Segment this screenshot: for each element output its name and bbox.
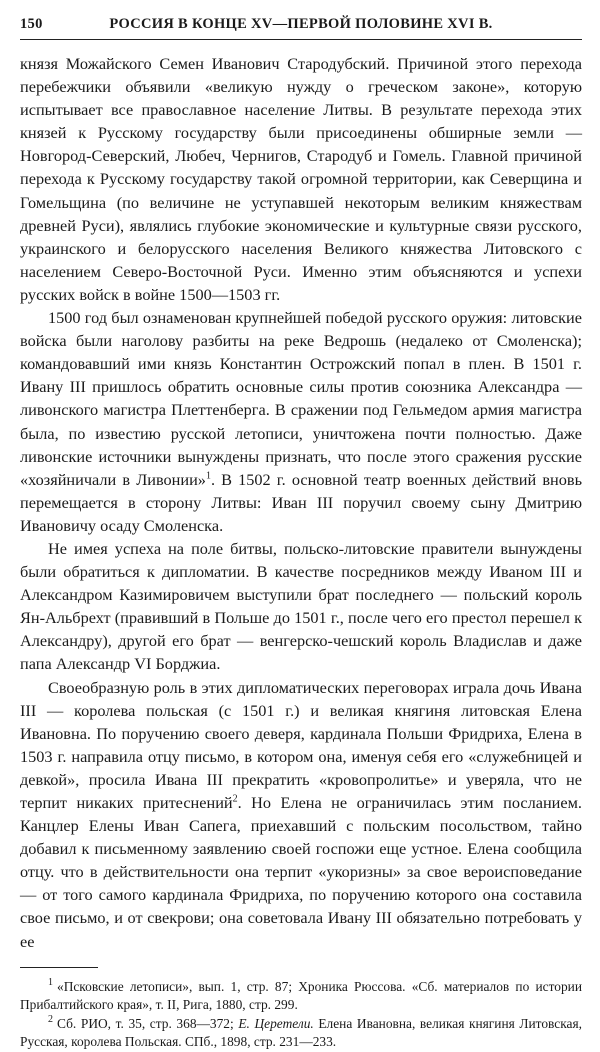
footnote-1-mark: 1 (48, 977, 53, 989)
footnote-ref-2: 2 (232, 793, 238, 805)
paragraph-4-part-b: . Но Елена не ограничилась этим посланием. Канцлер Елены Иван Сапега, приехавший с польским посольством, тайно добавил к письменному заявлению своей госпожи еще устное. Елена сообщила отцу. что в действительности она терпит «укоризны» за свое вероисповедание — от того самого кардинала Фридриха, по поручению которого она составила свое письмо, и от свекрови; она советовала Ивану III обязательно потребовать у ее (20, 793, 582, 951)
footnote-2-part-a: Сб. РИО, т. 35, стр. 368—372; (57, 1015, 239, 1031)
footnote-2-mark: 2 (48, 1014, 53, 1026)
paragraph-4-part-a: Своеобразную роль в этих дипломатических переговорах играла дочь Ивана III — королева польская (с 1501 г.) и великая княгиня литовская Елена Ивановна. По поручению своего деверя, кардинала Польши Фридриха, Елена в 1503 г. направила отцу письмо, в котором она, именуя себя его «служебницей и девкой», просила Ивана III прекратить «кровопролитье» и уверяла, что не терпит никаких притеснений (20, 677, 582, 812)
paragraph-4 (20, 676, 582, 953)
footnote-ref-1: 1 (205, 470, 211, 482)
header-rule (20, 39, 582, 40)
footnote-2-part-b: Елена Ивановна, великая княгиня Литовская, Русская, королева Польская. СПб., 1898, стр. 231—233. (20, 1015, 582, 1050)
page-number: 150 (20, 16, 43, 32)
paragraph-2-part-a: 1500 год был ознаменован крупнейшей победой русского оружия: литовские войска были наголову разбиты на реке Ведрошь (недалеко от Смоленска); командовавший ими князь Константин Острожский попал в плен. В 1501 г. Ивану III пришлось обратить основные силы против союзника Александра — ливонского магистра Плеттенберга. В сражении под Гельмедом армия магистра была, по известию русской летописи, уничтожена почти полностью. Даже ливонские источники вынуждены признать, что после этого сражения русские «хозяйничали в Ливонии» (20, 308, 582, 489)
footnotes (20, 978, 582, 1052)
running-title: РОССИЯ В КОНЦЕ XV—ПЕРВОЙ ПОЛОВИНЕ XVI В. (109, 16, 493, 32)
footnote-2-author: Е. Церетели. (238, 1015, 314, 1031)
footnote-separator (20, 967, 98, 968)
footnote-1-text: «Псковские летописи», вып. 1, стр. 87; Хроника Рюссова. «Сб. материалов по истории Прибалтийского края», т. II, Рига, 1880, стр. 299. (20, 978, 582, 1013)
running-header (20, 16, 582, 33)
paragraph-2-part-b: . В 1502 г. основной театр военных действий вновь перемещается в сторону Литвы: Иван III поручил своему сыну Дмитрию Ивановичу осаду Смоленска. (20, 469, 582, 535)
paragraph-2 (20, 306, 582, 537)
paragraph-3: Не имея успеха на поле битвы, польско-литовские правители вынуждены были обратиться к дипломатии. В качестве посредников между Иваном III и Александром Казимировичем выступили брат последнего — польский король Ян-Альбрехт (правивший в Польше до 1501 г., после чего его престол перешел к Александру), другой его брат — венгерско-чешский король Владислав и даже папа Александр VI Борджиа. (20, 538, 582, 674)
footnote-1 (20, 978, 582, 1015)
footnote-2 (20, 1015, 582, 1052)
body-text (20, 52, 582, 953)
paragraph-1: князя Можайского Семен Иванович Стародубский. Причиной этого перехода перебежчики объявили «великую нужду о греческом законе», которую испытывает все православное население Литвы. В результате перехода этих князей к Русскому государству были присоединены обширные земли — Новгород-Северский, Любеч, Чернигов, Стародуб и Гомель. Главной причиной перехода к Русскому государству такой огромной территории, как Северщина и Гомельщина (по величине не уступавшей некоторым великим княжествам древней Руси), являлись глубокие экономические и культурные связи русского, украинского и белорусского населения Великого княжества Литовского с населением Северо-Восточной Руси. Именно этим объясняются и успехи русских войск в войне 1500—1503 гг. (20, 54, 582, 304)
